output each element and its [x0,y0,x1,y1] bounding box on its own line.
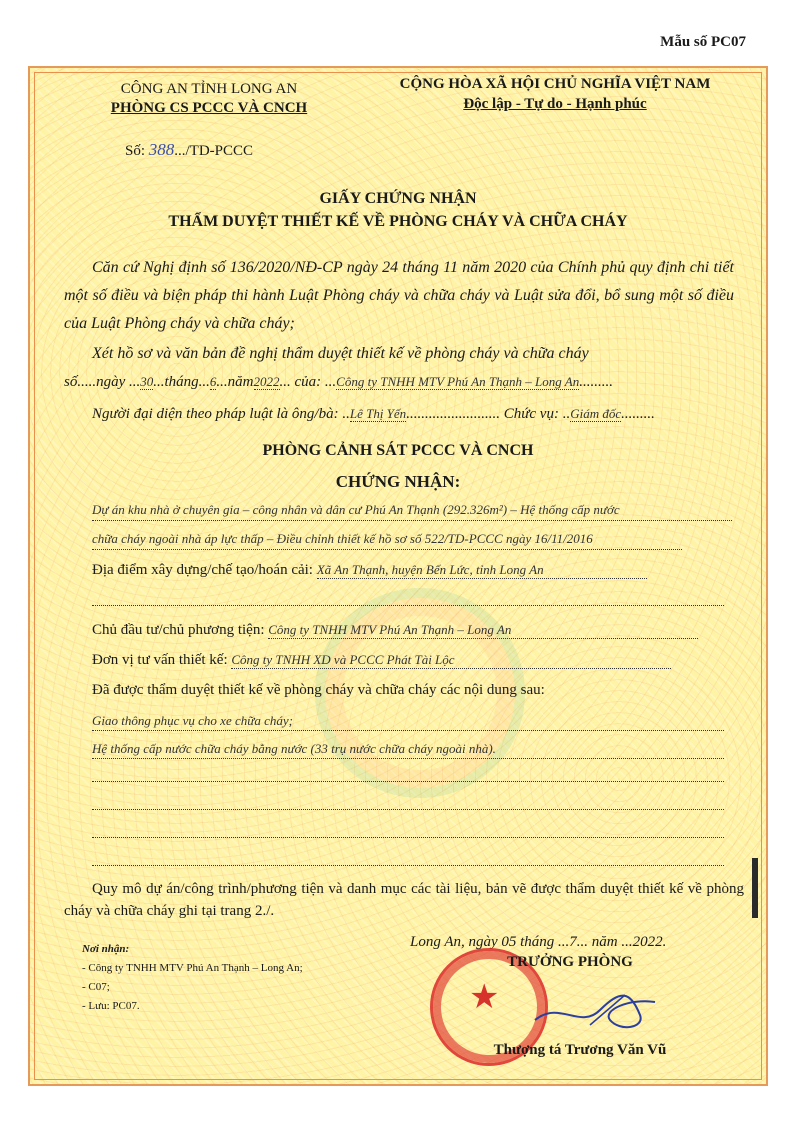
recipient-item: - Lưu: PC07. [82,1000,140,1012]
nation-line1: CỘNG HÒA XÃ HỘI CHỦ NGHĨA VIỆT NAM [399,76,711,92]
consultant-line: Đơn vị tư vấn thiết kế: Công ty TNHH XD và PCCC Phát Tài Lộc [92,652,671,669]
blank-line [92,780,724,782]
representative-name: Lê Thị Yến [349,406,407,421]
official-seal-icon: ★ [430,948,548,1066]
location-value: Xã An Thạnh, huyện Bến Lức, tỉnh Long An [317,562,647,579]
location-line: Địa điểm xây dựng/chế tạo/hoán cải: Xã An Thạnh, huyện Bến Lức, tỉnh Long An [92,562,647,579]
recipient-item: - C07; [82,981,110,993]
blank-line [92,836,724,838]
signer-name: Thượng tá Trương Văn Vũ [493,1042,667,1058]
nation-header [350,74,760,114]
recipient-item: - Công ty TNHH MTV Phú An Thạnh – Long An; [82,962,303,974]
certificate-title: GIẤY CHỨNG NHẬN [319,190,477,207]
recipients-label: Nơi nhận: [82,943,130,955]
blank-line [92,864,724,866]
form-code: Mẫu số PC07 [660,34,746,50]
agency-line2: PHÒNG CS PCCC VÀ CNCH [110,100,308,116]
signer-title: TRƯỞNG PHÒNG [507,954,633,970]
certify-heading: CHỨNG NHẬN: [335,472,461,491]
review-paragraph: Xét hồ sơ và văn bản đề nghị thẩm duyệt thiết kế về phòng cháy và chữa cháy [92,345,589,362]
approved-item-1: Giao thông phục vụ cho xe chữa cháy; [92,712,724,731]
representative-line: Người đại diện theo pháp luật là ông/bà: ..Lê Thị Yến......................... Chức vụ: ..Giám đốc......... [92,406,655,422]
document-number-value: 388 [148,140,175,159]
basis-paragraph: Căn cứ Nghị định số 136/2020/NĐ-CP ngày 24 tháng 11 năm 2020 của Chính phủ quy định chi tiết một số điều và biện pháp thi hành Luật Phòng cháy và chữa cháy và Luật sửa đổi, bổ sung một số điều của Luật Phòng cháy và chữa cháy; [64,259,734,332]
issuer-title: PHÒNG CẢNH SÁT PCCC VÀ CNCH [262,442,534,459]
project-name: Dự án khu nhà ở chuyên gia – công nhân và dân cư Phú An Thạnh (292.326m²) – Hệ thống cấp nước chữa cháy ngoài nhà áp lực thấp – Điều chỉnh thiết kế hồ sơ số 522/TD-PCCC ngày 16/11/2016 [92,500,732,550]
agency-header [84,80,334,118]
recipients [82,940,303,1016]
blank-line [92,604,724,606]
applicant-name: Công ty TNHH MTV Phú An Thạnh – Long An [336,374,580,389]
signature-icon [530,980,660,1040]
application-date-line: số.....ngày ...30...tháng...6...năm2022... của: ...Công ty TNHH MTV Phú An Thạnh – Long An......... [64,374,613,390]
nation-line2: Độc lập - Tự do - Hạnh phúc [463,96,647,112]
approved-item-2: Hệ thống cấp nước chữa cháy bằng nước (33 trụ nước chữa cháy ngoài nhà). [92,740,724,759]
consultant-value: Công ty TNHH XD và PCCC Phát Tài Lộc [231,652,671,669]
representative-position: Giám đốc [570,406,622,421]
scope-note: Quy mô dự án/công trình/phương tiện và danh mục các tài liệu, bản vẽ được thẩm duyệt thiết kế về phòng cháy và chữa cháy ghi tại trang 2./. [64,881,744,919]
certificate-subtitle: THẨM DUYỆT THIẾT KẾ VỀ PHÒNG CHÁY VÀ CHỮA CHÁY [168,213,628,230]
agency-line1: CÔNG AN TỈNH LONG AN [120,81,298,97]
owner-value: Công ty TNHH MTV Phú An Thạnh – Long An [268,622,698,639]
margin-mark [752,858,758,918]
approved-items-label: Đã được thẩm duyệt thiết kế về phòng cháy và chữa cháy các nội dung sau: [92,682,545,698]
signing-date: Long An, ngày 05 tháng ...7... năm ...2022. [410,934,667,950]
document-number: Số: 388.../TD-PCCC [125,140,254,159]
blank-line [92,808,724,810]
certificate-frame [28,66,768,1086]
owner-line: Chủ đầu tư/chủ phương tiện: Công ty TNHH MTV Phú An Thạnh – Long An [92,622,698,639]
